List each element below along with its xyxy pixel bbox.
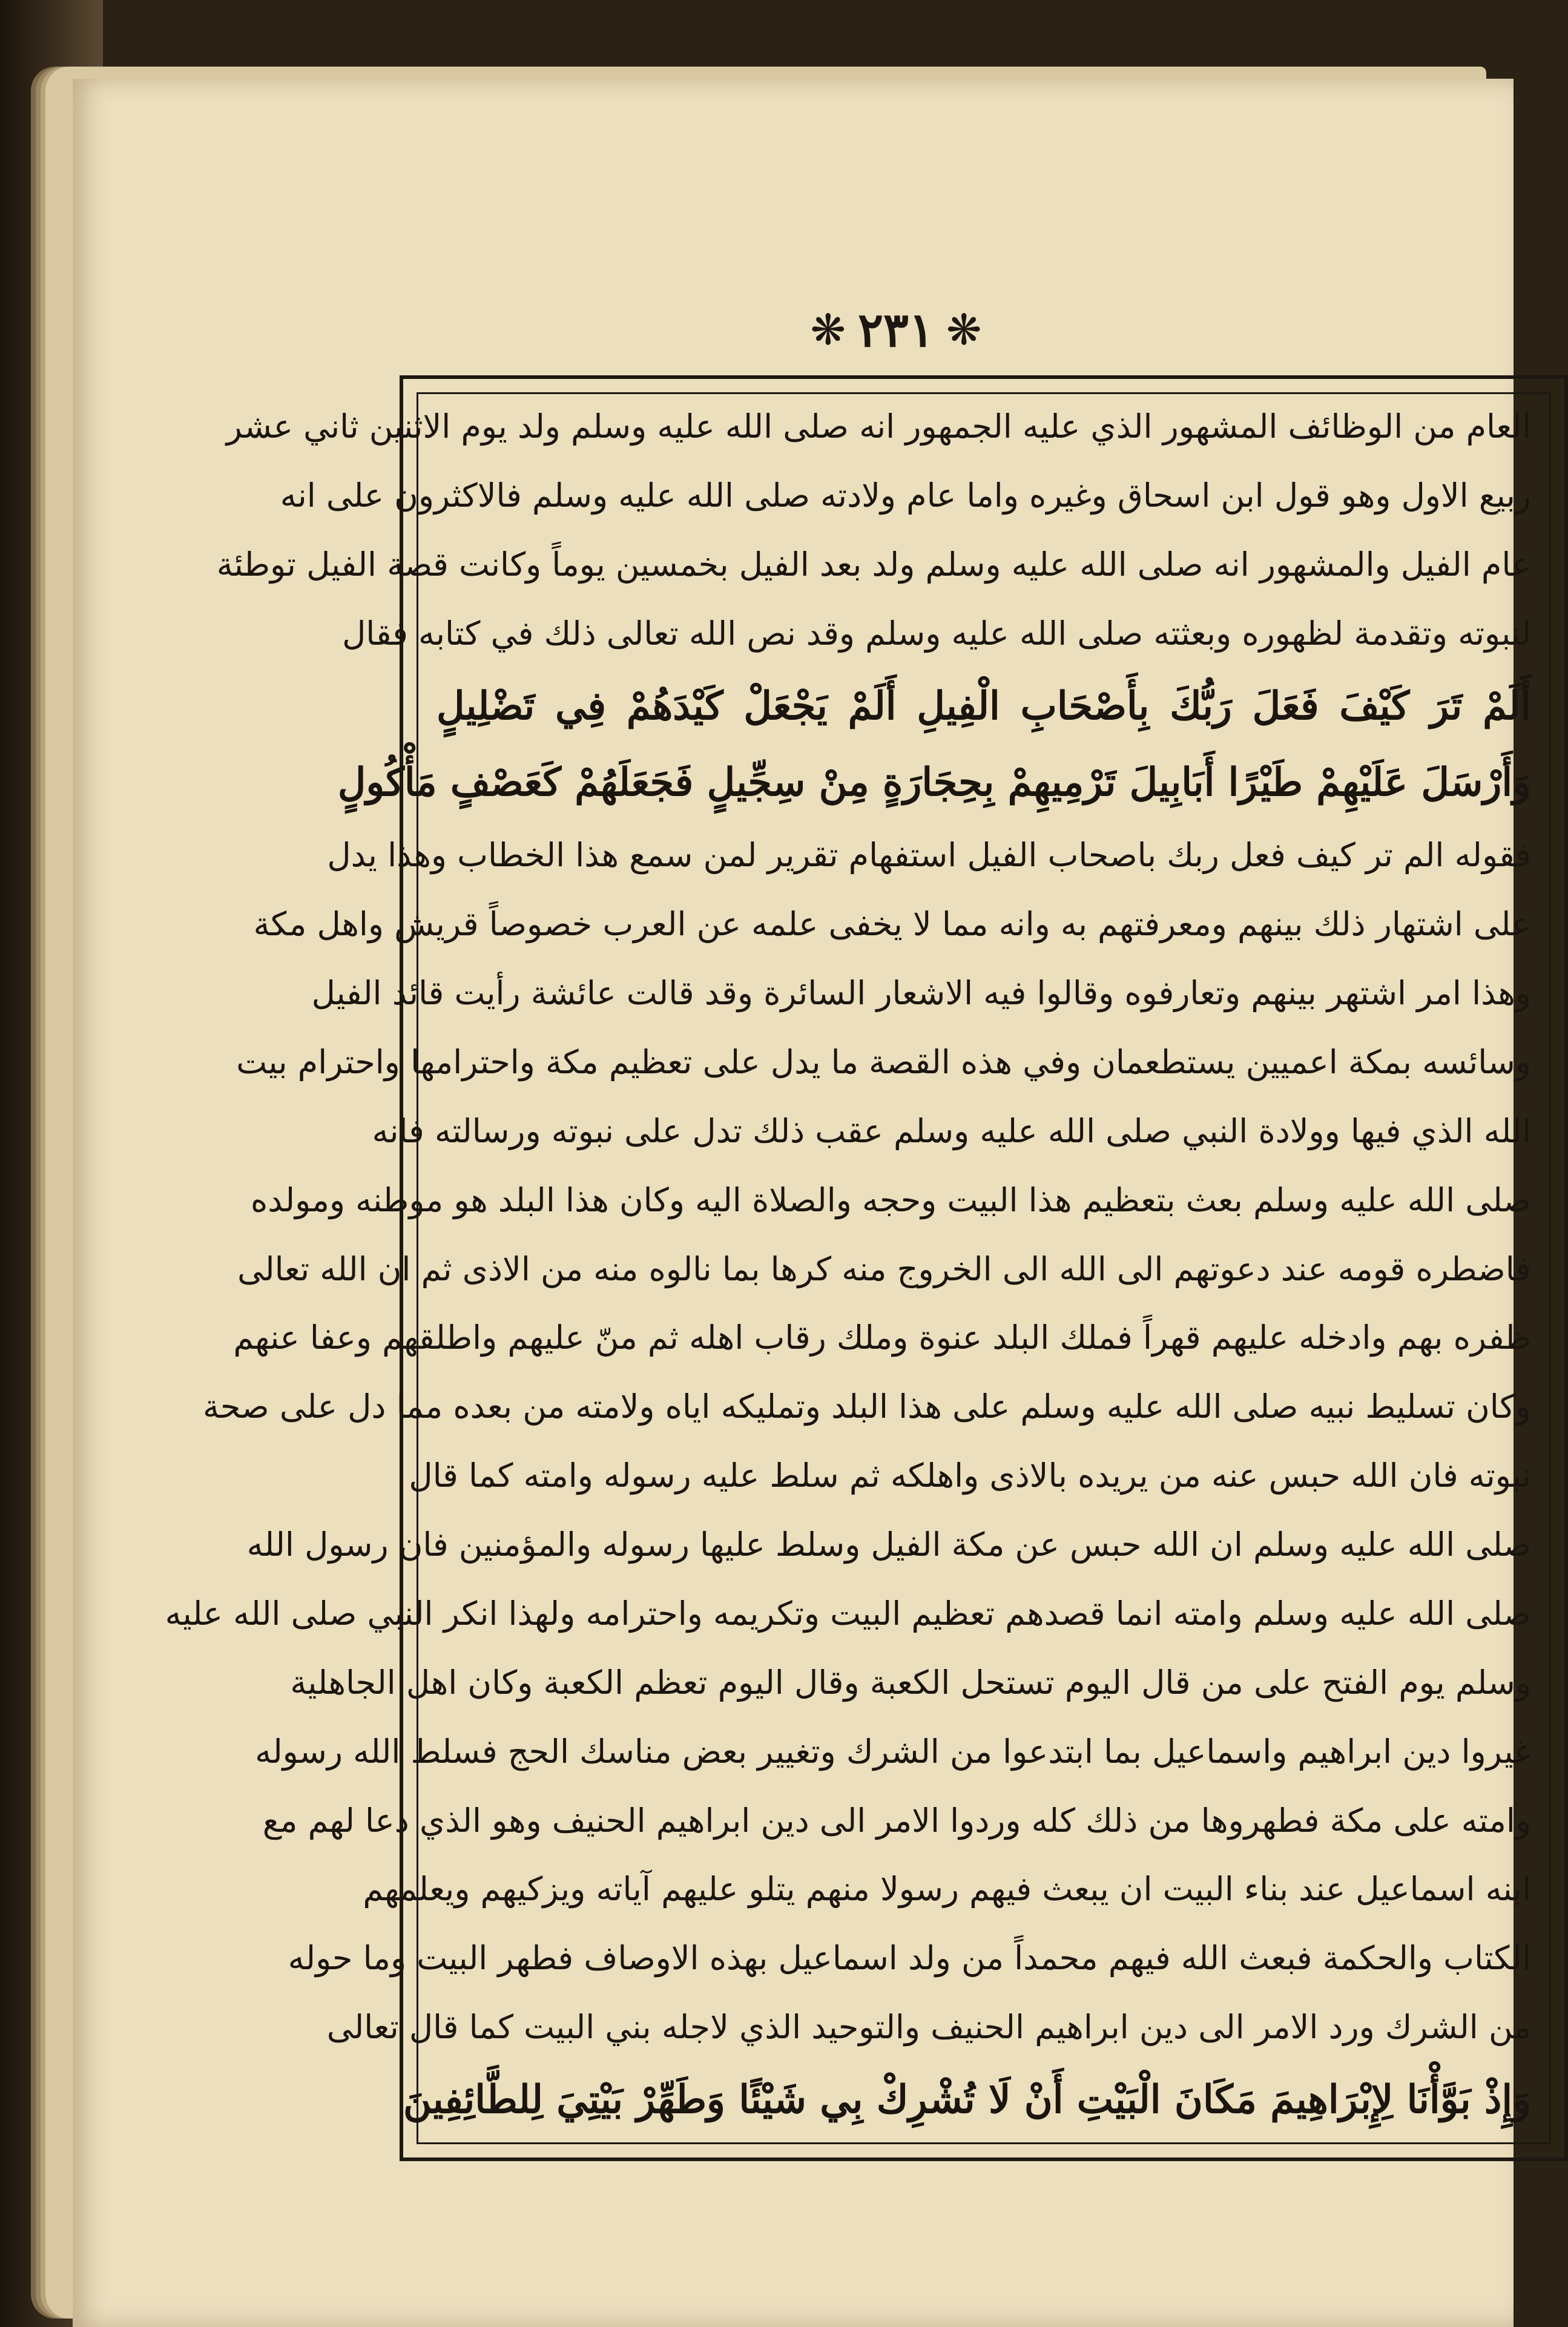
text-line: صلى الله عليه وسلم ان الله حبس عن مكة الفيل وسلط عليها رسوله والمؤمنين فان رسول الله xyxy=(246,1526,1531,1564)
text-line: ظفره بهم وادخله عليهم قهراً فملك البلد عنوة وملك رقاب اهله ثم منّ عليهم واطلقهم وعفا عنهم xyxy=(233,1318,1531,1357)
text-line: على اشتهار ذلك بينهم ومعرفتهم به وانه مما لا يخفى علمه عن العرب خصوصاً قريش واهل مكة xyxy=(253,905,1531,944)
text-line: ابنه اسماعيل عند بناء البيت ان يبعث فيهم رسولا منهم يتلو عليهم آياته ويزكيهم ويعلمهم xyxy=(363,1870,1531,1909)
book-page xyxy=(73,79,1531,2327)
text-line: الله الذي فيها وولادة النبي صلى الله عليه وسلم عقب ذلك تدل على نبوته ورسالته فانه xyxy=(372,1111,1531,1150)
text-line: عام الفيل والمشهور انه صلى الله عليه وسلم ولد بعد الفيل بخمسين يوماً وكانت قصة الفيل توطئة xyxy=(216,545,1531,584)
text-line: من الشرك ورد الامر الى دين ابراهيم الحنيف والتوحيد الذي لاجله بني البيت كما قال تعالى xyxy=(326,2008,1531,2047)
text-frame xyxy=(165,375,1568,2161)
text-line: وامته على مكة فطهروها من ذلك كله وردوا الامر الى دين ابراهيم الحنيف وهو الذي دعا لهم مع xyxy=(262,1801,1531,1840)
text-line: وسائسه بمكة اعميين يستطعمان وفي هذه القصة ما يدل على تعظيم مكة واحترامها واحترام بيت xyxy=(236,1042,1531,1081)
text-body xyxy=(165,406,1531,2124)
text-line: وكان تسليط نبيه صلى الله عليه وسلم على هذا البلد وتمليكه اياه ولامته من بعده مما دل على صحة xyxy=(203,1387,1531,1426)
text-frame-inner xyxy=(165,392,1551,2144)
text-line: لنبوته وتقدمة لظهوره وبعثته صلى الله عليه وسلم وقد نص الله تعالى ذلك في كتابه فقال xyxy=(342,614,1531,653)
text-line: فاضطره قومه عند دعوتهم الى الله الى الخروج منه كرها بما نالوه منه من الاذى ثم ان الله تعالى xyxy=(237,1249,1531,1288)
text-line: صلى الله عليه وسلم بعث بتعظيم هذا البيت وحجه والصلاة اليه وكان هذا البلد هو موطنه ومولده xyxy=(251,1180,1531,1219)
text-line: نبوته فان الله حبس عنه من يريده بالاذى واهلكه ثم سلط عليه رسوله وامته كما قال xyxy=(409,1456,1531,1495)
page-number: ٢٣١ xyxy=(858,302,934,358)
text-line: وسلم يوم الفتح على من قال اليوم تستحل الكعبة وقال اليوم تعظم الكعبة وكان اهل الجاهلية xyxy=(290,1663,1531,1702)
ornament-right-icon: ❋ xyxy=(946,305,982,355)
text-line: الكتاب والحكمة فبعث الله فيهم محمداً من ولد اسماعيل بهذه الاوصاف فطهر البيت وما حوله xyxy=(288,1939,1531,1978)
text-line: غيروا دين ابراهيم واسماعيل بما ابتدعوا من الشرك وتغيير بعض مناسك الحج فسلط الله رسوله xyxy=(255,1732,1531,1771)
text-line: صلى الله عليه وسلم وامته انما قصدهم تعظيم البيت وتكريمه واحترامه ولهذا انكر النبي صلى الله عليه xyxy=(165,1594,1531,1633)
ornament-left-icon: ❋ xyxy=(810,305,846,355)
quran-verse-line: وَأَرْسَلَ عَلَيْهِمْ طَيْرًا أَبَابِيلَ تَرْمِيهِمْ بِحِجَارَةٍ مِنْ سِجِّيلٍ فَجَعَلَهُمْ كَعَصْفٍ مَأْكُولٍ xyxy=(337,759,1531,805)
page-number-header xyxy=(805,297,987,363)
text-line: العام من الوظائف المشهور الذي عليه الجمهور انه صلى الله عليه وسلم ولد يوم الاثنين ثاني عشر xyxy=(226,407,1531,446)
quran-verse-line: أَلَمْ تَرَ كَيْفَ فَعَلَ رَبُّكَ بِأَصْحَابِ الْفِيلِ أَلَمْ يَجْعَلْ كَيْدَهُمْ فِي تَضْلِيلٍ xyxy=(436,683,1531,729)
text-line: فقوله الم تر كيف فعل ربك باصحاب الفيل استفهام تقرير لمن سمع هذا الخطاب وهذا يدل xyxy=(327,836,1531,875)
text-line: وهذا امر اشتهر بينهم وتعارفوه وقالوا فيه الاشعار السائرة وقد قالت عائشة رأيت قائد الفيل xyxy=(311,974,1531,1012)
quran-verse-line: وَإِذْ بَوَّأْنَا لِإِبْرَاهِيمَ مَكَانَ الْبَيْتِ أَنْ لَا تُشْرِكْ بِي شَيْئًا وَطَهِّرْ بَيْتِيَ لِلطَّائِفِينَ xyxy=(403,2077,1531,2122)
text-line: ربيع الاول وهو قول ابن اسحاق وغيره واما عام ولادته صلى الله عليه وسلم فالاكثرون على انه xyxy=(280,476,1531,515)
